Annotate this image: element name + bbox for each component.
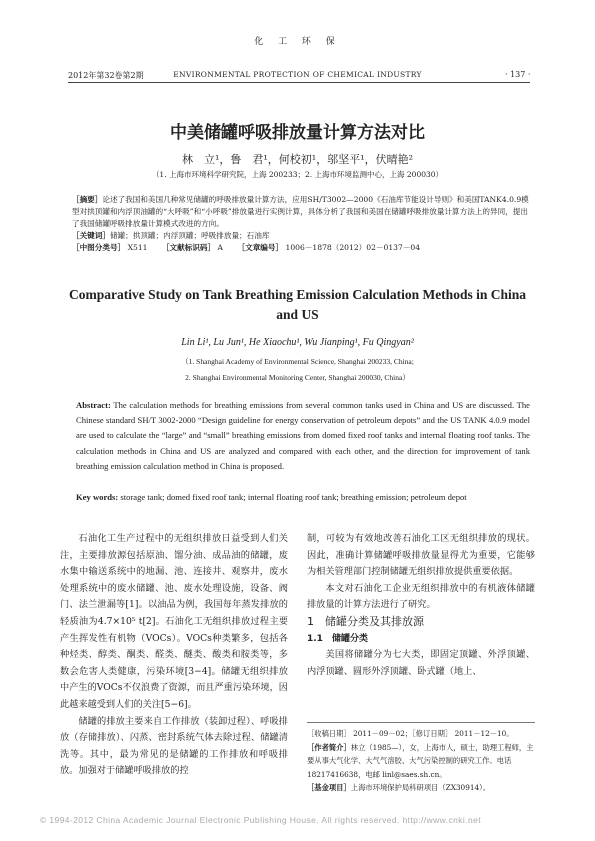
author-bio-label: ［作者简介］ <box>307 742 351 752</box>
journal-title-en: ENVIRONMENTAL PROTECTION OF CHEMICAL INDUSTRY <box>173 70 422 79</box>
keywords-cn: 储罐；拱顶罐；内浮顶罐；呼吸排放量；石油库 <box>109 231 270 240</box>
authors-en: Lin Li¹, Lu Jun¹, He Xiaochu¹, Wu Jianping¹, Fu Qingyan² <box>181 337 414 348</box>
body-paragraph: 美国将储罐分为七大类，即固定顶罐、外浮顶罐、内浮顶罐、圆形外浮顶罐、卧式罐（地上、 <box>307 649 535 677</box>
fund-info: 上海市环境保护局科研项目（ZX30914）。 <box>350 783 491 793</box>
abstract-en-label: Abstract: <box>76 400 111 410</box>
keywords-cn-label: ［关键词］ <box>72 231 110 240</box>
received-dates: ［收稿日期］ 2011－09－02；［修订日期］ 2011－12－10。 <box>307 729 514 738</box>
body-paragraph: 制，可较为有效地改善石油化工区无组织排放的现状。因此，准确计算储罐呼吸排放量显得尤为重要，它能够为相关管理部门控制储罐无组织排放提供重要依据。 <box>307 533 535 578</box>
doc-code: A <box>217 243 224 252</box>
article-meta <box>307 722 535 795</box>
copyright-footer: © 1994-2012 China Academic Journal Electronic Publishing House. All rights reserved. http://www.cnki.net <box>40 815 481 825</box>
fund-label: ［基金项目］ <box>307 783 351 793</box>
author-bio: 林立（1985—），女，上海市人，硕士，助理工程师，主要从事大气化学、大气气溶胶、大气污染控制的研究工作。电话 18217416638，电邮 linl@saes.sh.cn。 <box>307 742 534 779</box>
affiliation-en-1: （1. Shanghai Academy of Environmental Science, Shanghai 200233, China; <box>181 357 414 366</box>
page-number: · 137 · <box>505 70 531 79</box>
keywords-en-label: Key words: <box>76 492 119 502</box>
clc-label: ［中图分类号］ <box>72 243 126 252</box>
keywords-en: storage tank; domed fixed roof tank; internal floating roof tank; breathing emission; petroleum depot <box>120 492 467 502</box>
doc-code-label: ［文献标识码］ <box>161 243 216 252</box>
body-paragraph: 石油化工生产过程中的无组织排放日益受到人们关注，主要排放源包括原油、馏分油、成品油的储罐，废水集中输送系统中的地漏、池、连接井、观察井，废水处理系统中的废水储罐、池、废水处理设施，设备、阀门、法兰泄漏等[1]。以油品为例，我国每年蒸发排放的轻质油为4.7×10⁵ t[2]。石油化工无组织排放过程主要产生挥发性有机物（VOCs）。VOCs种类繁多，包括各种烃类、醇类、酮类、醛类、醚类、酸类和胺类等，多数会危害人类健康，污染环境[3−4]。储罐无组织排放中产生的VOCs不仅浪费了资源，而且严重污染环境，因此越来越受到人们的关注[5−6]。 <box>60 533 288 710</box>
body-right-column <box>307 531 535 680</box>
abstract-en <box>76 398 530 474</box>
body-paragraph: 本文对石油化工企业无组织排放中的有机液体储罐排放量的计算方法进行了研究。 <box>307 582 535 611</box>
header-rule <box>68 82 530 83</box>
authors-cn: 林 立¹，鲁 君¹，何校初¹，邬坚平¹，伏晴艳² <box>181 153 414 166</box>
abstract-cn-text: 论述了我国和美国几种常见储罐的呼吸排放量计算方法，应用SH/T3002—2000《石油库节能设计导则》和美国TANK4.0.9模型对拱顶罐和内浮顶油罐的“大呼吸”和“小呼吸”排放量进行实例计算，具体分析了我国和美国在储罐呼吸排放量计算方法上的异同，提出了我国储罐呼吸排放量计算模式改进的方向。 <box>72 195 529 228</box>
issue-info: 2012年第32卷第2期 <box>68 71 144 80</box>
paper-title-cn: 中美储罐呼吸排放量计算方法对比 <box>170 123 425 143</box>
paper-title-en: Comparative Study on Tank Breathing Emission Calculation Methods in China and US <box>69 287 526 322</box>
keywords-en-block <box>76 490 530 504</box>
abstract-cn <box>72 194 534 254</box>
body-left-column <box>60 531 288 780</box>
journal-title-cn: 化 工 环 保 <box>254 37 341 47</box>
subsection-heading-1-1: 1.1 储罐分类 <box>307 633 368 644</box>
abstract-en-text: The calculation methods for breathing emissions from several common tanks used in China and US are discussed. The Chinese standard SH/T 3002-2000 “Design guideline for energy conservation of petroleum depots” and the US TANK 4.0.9 model are used to calculate the “large” and “small” breathing emissions from domed fixed roof tanks and internal floating roof tanks. The calculation methods in China and US are analyzed and compared with each other, and the direction for improvement of tank breathing emission calculation method in China is proposed. <box>76 400 530 471</box>
article-number-label: ［文章编号］ <box>237 243 284 252</box>
section-heading-1: 1 储罐分类及其排放源 <box>307 614 424 628</box>
affiliation-en-2: 2. Shanghai Environmental Monitoring Center, Shanghai 200030, China） <box>185 373 410 382</box>
affiliations-cn: （1. 上海市环境科学研究院，上海 200233；2. 上海市环境监测中心，上海 200030） <box>151 170 444 179</box>
abstract-cn-label: ［摘要］ <box>72 195 103 204</box>
clc-number: X511 <box>127 243 148 252</box>
article-number: 1006－1878（2012）02－0137－04 <box>285 243 421 252</box>
body-paragraph: 储罐的排放主要来自工作排放（装卸过程）、呼吸排放（存储排放）、闪蒸、密封系统气体去除过程、储罐清洗等。其中，最为常见的是储罐的工作排放和呼吸排放。加强对于储罐呼吸排放的控 <box>60 715 288 777</box>
